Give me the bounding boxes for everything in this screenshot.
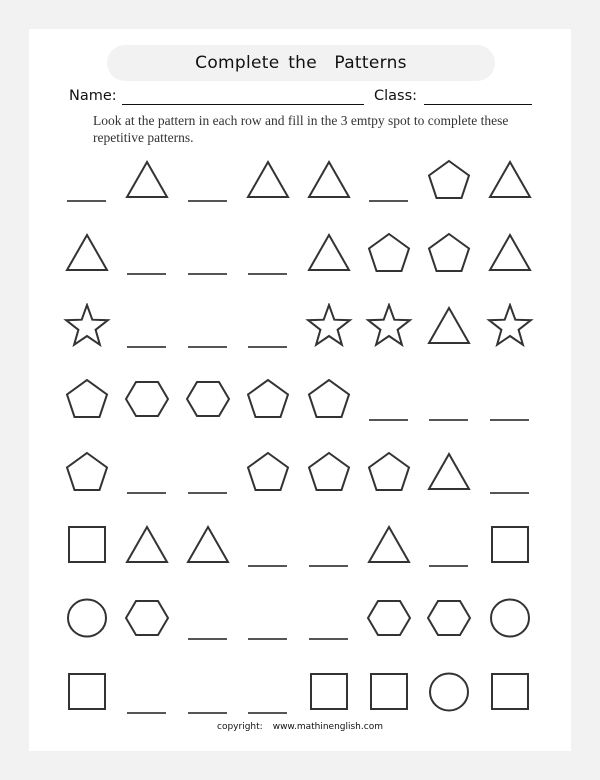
blank-answer-spot[interactable] — [62, 157, 112, 203]
triangle-icon — [485, 157, 535, 203]
triangle-icon — [424, 303, 474, 349]
worksheet-sheet — [29, 29, 571, 751]
triangle-icon — [424, 449, 474, 495]
pentagon-icon — [62, 449, 112, 495]
blank-answer-spot[interactable] — [243, 669, 293, 715]
triangle-icon — [122, 157, 172, 203]
triangle-icon — [243, 157, 293, 203]
name-label: Name: — [69, 88, 117, 104]
triangle-icon — [304, 230, 354, 276]
star-icon — [62, 303, 112, 349]
blank-answer-spot[interactable] — [364, 376, 414, 422]
circle-icon — [62, 595, 112, 641]
blank-answer-spot[interactable] — [485, 376, 535, 422]
blank-answer-spot[interactable] — [183, 157, 233, 203]
hexagon-icon — [183, 376, 233, 422]
copyright-label: copyright: — [217, 722, 263, 732]
pentagon-icon — [304, 376, 354, 422]
triangle-icon — [122, 522, 172, 568]
blank-answer-spot[interactable] — [243, 303, 293, 349]
square-icon — [485, 669, 535, 715]
hexagon-icon — [122, 595, 172, 641]
star-icon — [304, 303, 354, 349]
blank-answer-spot[interactable] — [304, 522, 354, 568]
triangle-icon — [183, 522, 233, 568]
hexagon-icon — [122, 376, 172, 422]
blank-answer-spot[interactable] — [424, 376, 474, 422]
pentagon-icon — [243, 376, 293, 422]
pentagon-icon — [243, 449, 293, 495]
blank-answer-spot[interactable] — [183, 230, 233, 276]
copyright-footer — [29, 722, 571, 732]
pentagon-icon — [62, 376, 112, 422]
blank-answer-spot[interactable] — [122, 449, 172, 495]
blank-answer-spot[interactable] — [122, 230, 172, 276]
pentagon-icon — [424, 230, 474, 276]
class-label: Class: — [374, 88, 418, 104]
circle-icon — [424, 669, 474, 715]
blank-answer-spot[interactable] — [183, 303, 233, 349]
star-icon — [364, 303, 414, 349]
blank-answer-spot[interactable] — [485, 449, 535, 495]
star-icon — [485, 303, 535, 349]
instructions-text: Look at the pattern in each row and fill in the 3 emtpy spot to complete these repetitive patterns. — [93, 113, 509, 145]
hexagon-icon — [364, 595, 414, 641]
square-icon — [304, 669, 354, 715]
copyright-site: www.mathinenglish.com — [272, 722, 383, 732]
pentagon-icon — [304, 449, 354, 495]
blank-answer-spot[interactable] — [122, 669, 172, 715]
pattern-grid — [29, 29, 571, 751]
triangle-icon — [364, 522, 414, 568]
square-icon — [364, 669, 414, 715]
pentagon-icon — [424, 157, 474, 203]
blank-answer-spot[interactable] — [243, 522, 293, 568]
blank-answer-spot[interactable] — [122, 303, 172, 349]
page-title: Complete the Patterns — [195, 53, 407, 73]
square-icon — [485, 522, 535, 568]
square-icon — [62, 669, 112, 715]
blank-answer-spot[interactable] — [183, 595, 233, 641]
triangle-icon — [62, 230, 112, 276]
blank-answer-spot[interactable] — [424, 522, 474, 568]
blank-answer-spot[interactable] — [183, 669, 233, 715]
blank-answer-spot[interactable] — [304, 595, 354, 641]
triangle-icon — [304, 157, 354, 203]
blank-answer-spot[interactable] — [243, 230, 293, 276]
blank-answer-spot[interactable] — [183, 449, 233, 495]
blank-answer-spot[interactable] — [243, 595, 293, 641]
triangle-icon — [485, 230, 535, 276]
hexagon-icon — [424, 595, 474, 641]
pentagon-icon — [364, 449, 414, 495]
square-icon — [62, 522, 112, 568]
blank-answer-spot[interactable] — [364, 157, 414, 203]
circle-icon — [485, 595, 535, 641]
pentagon-icon — [364, 230, 414, 276]
